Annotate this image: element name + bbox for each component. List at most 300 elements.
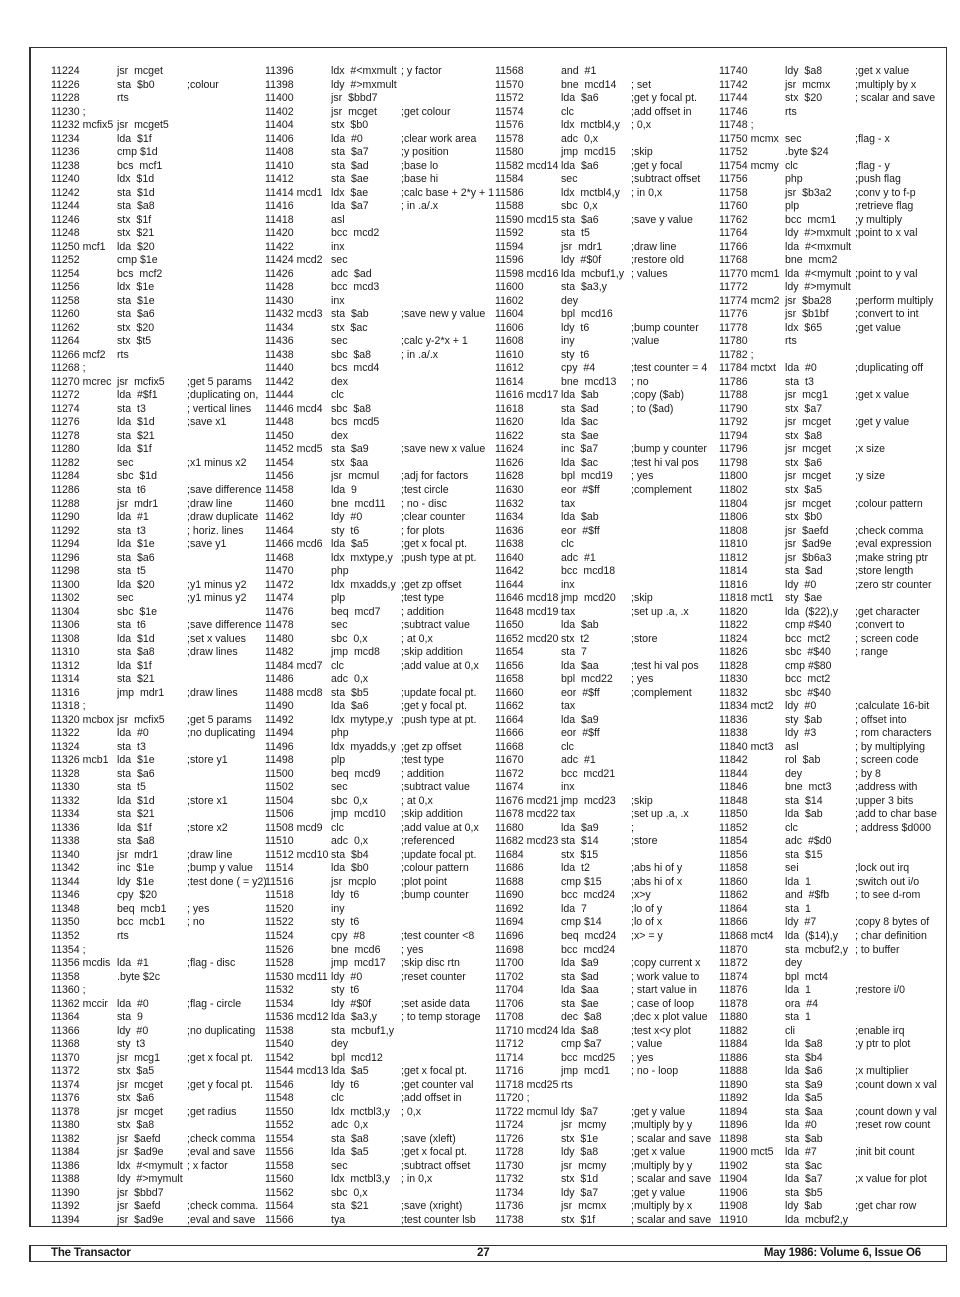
line-number-label: 11464 (265, 524, 294, 537)
instruction: lda $1d (117, 416, 155, 429)
instruction: lda $aa (561, 659, 599, 672)
line-number-label: 11682 mcd23 (495, 835, 559, 848)
line-number-label: 11472 (265, 578, 294, 591)
comment: ;point to y val (855, 267, 918, 280)
magazine-title: The Transactor (51, 1247, 131, 1259)
line-number-label: 11772 (719, 281, 748, 294)
line-number-label: 11366 (51, 1024, 80, 1037)
comment: ;test counter lsb (401, 1213, 476, 1226)
instruction: jsr mcmx (785, 78, 831, 91)
instruction: lda $a8 (561, 1024, 599, 1037)
line-number-label: 11866 (719, 916, 748, 929)
comment: ; no (631, 375, 649, 388)
line-number-label: 11726 (495, 1132, 524, 1145)
instruction: sta $a7 (331, 146, 369, 159)
line-number-label: 11868 mct4 (719, 930, 774, 942)
instruction: plp (331, 592, 346, 605)
comment: ;colour pattern (401, 862, 469, 875)
comment: ;draw duplicate (187, 511, 259, 524)
instruction: bne mcd13 (561, 375, 617, 388)
comment: ; at 0,x (401, 632, 433, 645)
instruction: lda #0 (117, 727, 149, 740)
instruction: ldy #0 (331, 970, 363, 983)
comment: ; in .a/.x (401, 200, 439, 213)
line-number-label: 11330 (51, 781, 80, 794)
line-number-label: 11656 (495, 659, 524, 672)
instruction: sta $1e (117, 294, 155, 307)
instruction: adc 0,x (331, 835, 369, 848)
line-number-label: 11628 (495, 470, 524, 483)
instruction: adc 0,x (561, 132, 599, 145)
instruction: ldy #>mymult (785, 281, 851, 294)
comment: ;store x1 (187, 794, 228, 807)
instruction: tya (331, 1213, 346, 1226)
line-number-label: 11764 (719, 227, 748, 240)
line-number-label: 11500 (265, 767, 294, 780)
line-number-label: 11650 (495, 619, 524, 632)
line-number-label: 11552 (265, 1119, 294, 1132)
comment: ;eval expression (855, 538, 932, 551)
instruction: sta 9 (117, 1011, 143, 1024)
line-number-label: 11332 (51, 794, 80, 807)
line-number-label: 11348 (51, 902, 80, 915)
line-number-label: 11456 (265, 470, 294, 483)
instruction: ldy #>mxmult (331, 78, 397, 91)
instruction: jsr mcmul (331, 470, 380, 483)
line-number-label: 11724 (495, 1119, 524, 1132)
line-number-label: 11578 (495, 132, 524, 145)
instruction: sta mcbuf2,y (785, 943, 848, 956)
instruction: ldx $65 (785, 321, 823, 334)
line-number-label: 11232 mcfix5 (51, 119, 114, 132)
instruction: sta $a6 (117, 308, 155, 321)
comment: ; in 0,x (631, 186, 663, 199)
line-number-label: 11594 (495, 240, 524, 253)
comment: ;get colour (401, 105, 451, 118)
line-number-label: 11652 mcd20 (495, 632, 559, 645)
instruction: sta t5 (117, 565, 146, 578)
line-number-label: 11378 (51, 1105, 80, 1118)
line-number-label: 11304 (51, 605, 80, 618)
comment: ;add value at 0,x (401, 821, 479, 834)
instruction: adc 0,x (331, 1119, 369, 1132)
line-number-label: 11694 (495, 916, 524, 929)
comment: ;clear work area (401, 132, 477, 145)
line-number-label: 11346 (51, 889, 80, 902)
instruction: stx $a7 (785, 402, 823, 415)
line-number-label: 11592 (495, 227, 524, 240)
line-number-label: 11600 (495, 281, 524, 294)
line-number-label: 11414 mcd1 (265, 186, 323, 199)
comment: ; x factor (187, 1159, 228, 1172)
comment: ;skip (631, 794, 653, 807)
line-number-label: 11620 (495, 416, 524, 429)
instruction: jmp mcd23 (561, 794, 616, 807)
instruction: stx $ac (331, 321, 368, 334)
instruction: bcc mcd18 (561, 565, 616, 578)
line-number-label: 11634 (495, 511, 524, 524)
line-number-label: 11436 (265, 335, 294, 348)
comment: ; by 8 (855, 767, 881, 780)
instruction: inc $a7 (561, 443, 599, 456)
line-number-label: 11860 (719, 875, 748, 888)
line-number-label: 11602 (495, 294, 524, 307)
instruction: jsr $ba28 (785, 294, 832, 307)
line-number-label: 11262 (51, 321, 80, 334)
line-number-label: 11704 (495, 984, 524, 997)
comment: ;subtract offset (401, 1159, 471, 1172)
line-number-label: 11606 (495, 321, 524, 334)
line-number-label: 11444 (265, 389, 294, 402)
instruction: .byte $2c (117, 970, 160, 983)
instruction: sty t6 (331, 916, 360, 929)
comment: ;get y focal pt. (631, 92, 697, 105)
line-number-label: 11758 (719, 186, 748, 199)
comment: ;get x focal pt. (187, 1051, 253, 1064)
comment: ;calc y-2*x + 1 (401, 335, 468, 348)
line-number-label: 11286 (51, 483, 80, 496)
instruction: sta t5 (561, 227, 590, 240)
instruction: sta $a8 (117, 200, 155, 213)
line-number-label: 11698 (495, 943, 524, 956)
comment: ;test hi val pos (631, 659, 699, 672)
line-number-label: 11524 (265, 930, 294, 942)
line-number-label: 11878 (719, 997, 748, 1010)
line-number-label: 11374 (51, 1078, 80, 1091)
line-number-label: 11572 (495, 92, 524, 105)
comment: ; offset into (855, 713, 907, 726)
comment: ; to ($ad) (631, 402, 674, 415)
comment: ;subtract value (401, 619, 470, 632)
comment: ;bump counter (401, 889, 469, 902)
instruction: and #$fb (785, 889, 830, 902)
line-number-label: 11264 (51, 335, 80, 348)
line-number-label: 11238 (51, 159, 80, 172)
instruction: eor #$ff (561, 483, 600, 496)
comment: ; no - loop (631, 1065, 679, 1078)
line-number-label: 11684 (495, 848, 524, 861)
comment: ;bump y counter (631, 443, 707, 456)
instruction: jmp mcd20 (561, 592, 616, 605)
instruction: bcs mcd4 (331, 362, 380, 375)
instruction: and #1 (561, 65, 597, 77)
instruction: bcc mcd25 (561, 1051, 616, 1064)
comment: ;skip (631, 146, 653, 159)
line-number-label: 11536 mcd12 (265, 1011, 329, 1024)
instruction: jsr mcmx (561, 1200, 607, 1213)
instruction: bne mcd14 (561, 78, 617, 91)
line-number-label: 11280 (51, 443, 80, 456)
comment: ;no duplicating (187, 1024, 256, 1037)
instruction: cpy #8 (331, 930, 366, 942)
comment: ; start value in (631, 984, 697, 997)
line-number-label: 11292 (51, 524, 80, 537)
instruction: jsr mcfix5 (117, 713, 165, 726)
line-number-label: 11424 mcd2 (265, 254, 323, 267)
comment: ; no - disc (401, 497, 447, 510)
comment: ; at 0,x (401, 794, 433, 807)
comment: ;store (631, 632, 658, 645)
comment: ;draw line (631, 240, 677, 253)
instruction: sta $b4 (785, 1051, 823, 1064)
comment: ;test type (401, 754, 444, 767)
line-number-label: 11622 (495, 429, 524, 442)
comment: ;store x2 (187, 821, 228, 834)
instruction: bpl mct4 (785, 970, 828, 983)
line-number-label: 11750 mcmx (719, 132, 779, 145)
instruction: sec (785, 132, 802, 145)
line-number-label: 11380 (51, 1119, 80, 1132)
line-number-label: 11812 (719, 551, 748, 564)
comment: ;make string ptr (855, 551, 929, 564)
line-number-label: 11534 (265, 997, 294, 1010)
line-number-label: 11542 (265, 1051, 294, 1064)
instruction: ldx $1e (117, 281, 155, 294)
line-number-label: 11762 (719, 213, 748, 226)
instruction: sta 1 (785, 1011, 811, 1024)
line-number-label: 11642 (495, 565, 524, 578)
line-number-label: 11272 (51, 389, 80, 402)
line-number-label: 11548 (265, 1092, 294, 1105)
instruction: sta $21 (117, 673, 155, 686)
line-number-label: 11838 (719, 727, 748, 740)
comment: ; scalar and save (631, 1173, 712, 1186)
comment: ;save new y value (401, 308, 486, 321)
instruction: rts (117, 348, 129, 361)
line-number-label: 11228 (51, 92, 80, 105)
instruction: stx $1f (117, 213, 152, 226)
line-number-label: 11666 (495, 727, 524, 740)
comment: ;init bit count (855, 1146, 915, 1159)
comment: ; address $d000 (855, 821, 931, 834)
comment: ;count down y val (855, 1105, 937, 1118)
line-number-label: 11574 (495, 105, 524, 118)
instruction: jsr mcg1 (785, 389, 828, 402)
line-number-label: 11438 (265, 348, 294, 361)
line-number-label: 11484 mcd7 (265, 659, 323, 672)
line-number-label: 11858 (719, 862, 748, 875)
instruction: plp (785, 200, 800, 213)
comment: ;get value (855, 321, 901, 334)
line-number-label: 11530 mcd11 (265, 970, 328, 983)
comment: ;colour pattern (855, 497, 923, 510)
instruction: lda $a5 (785, 1092, 823, 1105)
comment: ;test counter <8 (401, 930, 475, 942)
line-number-label: 11422 (265, 240, 294, 253)
instruction: sta $b5 (331, 686, 369, 699)
line-number-label: 11360 ; (51, 984, 86, 997)
instruction: lda $a6 (331, 700, 369, 713)
instruction: sta $1d (117, 186, 155, 199)
line-number-label: 11706 (495, 997, 524, 1010)
instruction: ldy t6 (331, 889, 360, 902)
line-number-label: 11432 mcd3 (265, 308, 323, 321)
comment: ; in .a/.x (401, 348, 439, 361)
comment: ;x size (855, 443, 886, 456)
line-number-label: 11828 (719, 659, 748, 672)
instruction: cpy $20 (117, 889, 158, 902)
instruction: clc (331, 389, 344, 402)
comment: ;update focal pt. (401, 686, 477, 699)
line-number-label: 11890 (719, 1078, 748, 1091)
instruction: sbc 0,x (331, 1186, 368, 1199)
line-number-label: 11434 (265, 321, 294, 334)
line-number-label: 11234 (51, 132, 80, 145)
instruction: dec $a8 (561, 1011, 602, 1024)
instruction: sta $21 (331, 1200, 369, 1213)
comment: ;y ptr to plot (855, 1038, 911, 1051)
line-number-label: 11278 (51, 429, 80, 442)
instruction: sta $aa (785, 1105, 823, 1118)
line-number-label: 11268 ; (51, 362, 86, 375)
comment: ; range (855, 646, 888, 659)
comment: ;save y1 (187, 538, 227, 551)
instruction: jsr mcg1 (117, 1051, 160, 1064)
line-number-label: 11482 (265, 646, 294, 659)
instruction: lda #0 (785, 362, 817, 375)
line-number-label: 11426 (265, 267, 294, 280)
comment: ;save difference (187, 619, 262, 632)
line-number-label: 11416 (265, 200, 294, 213)
instruction: inx (331, 294, 345, 307)
instruction: sta $a9 (785, 1078, 823, 1091)
instruction: sbc 0,x (331, 794, 368, 807)
instruction: adc #1 (561, 754, 596, 767)
instruction: stx $1d (561, 1173, 599, 1186)
line-number-label: 11364 (51, 1011, 80, 1024)
comment: ; addition (401, 767, 444, 780)
instruction: sta $15 (785, 848, 823, 861)
line-number-label: 11742 (719, 78, 748, 91)
line-number-label: 11388 (51, 1173, 80, 1186)
instruction: bcc mcd3 (331, 281, 380, 294)
line-number-label: 11900 mct5 (719, 1146, 774, 1159)
instruction: asl (785, 740, 799, 753)
instruction: stx $a6 (117, 1092, 155, 1105)
instruction: stx $a5 (117, 1065, 155, 1078)
instruction: jmp mcd17 (331, 957, 386, 970)
instruction: sty t6 (561, 348, 590, 361)
line-number-label: 11876 (719, 984, 748, 997)
instruction: stx $a8 (117, 1119, 155, 1132)
instruction: lda #0 (331, 132, 363, 145)
comment: ;complement (631, 483, 692, 496)
instruction: jsr $aefd (117, 1132, 161, 1145)
comment: ;convert to int (855, 308, 919, 321)
instruction: jsr $ad9e (785, 538, 832, 551)
instruction: sbc 0,x (331, 632, 368, 645)
comment: ;plot point (401, 875, 447, 888)
line-number-label: 11452 mcd5 (265, 443, 323, 456)
instruction: bcs mcf2 (117, 267, 163, 280)
instruction: jsr $ad9e (117, 1146, 164, 1159)
line-number-label: 11284 (51, 470, 80, 483)
instruction: jsr $aefd (117, 1200, 161, 1213)
instruction: bcc mcb1 (117, 916, 166, 929)
comment: ;upper 3 bits (855, 794, 914, 807)
comment: ;test hi val pos (631, 456, 699, 469)
instruction: lda 1 (785, 875, 811, 888)
instruction: lda ($22),y (785, 605, 838, 618)
line-number-label: 11754 mcmy (719, 159, 779, 172)
instruction: ldx myadds,y (331, 740, 396, 753)
line-number-label: 11344 (51, 875, 80, 888)
line-number-label: 11470 (265, 565, 294, 578)
line-number-label: 11458 (265, 483, 294, 496)
instruction: lda $1e (117, 754, 155, 767)
comment: ; 0,x (401, 1105, 422, 1118)
line-number-label: 11370 (51, 1051, 80, 1064)
instruction: bne mcd6 (331, 943, 381, 956)
instruction: clc (331, 821, 344, 834)
comment: ;skip (631, 592, 653, 605)
comment: ;multiply by y (631, 1159, 693, 1172)
instruction: jsr mcget (331, 105, 377, 118)
instruction: lda #0 (785, 1119, 817, 1132)
line-number-label: 11566 (265, 1213, 294, 1226)
line-number-label: 11712 (495, 1038, 524, 1051)
line-number-label: 11596 (495, 254, 524, 267)
line-number-label: 11798 (719, 456, 748, 469)
comment: ;add offset in (401, 1092, 462, 1105)
line-number-label: 11672 (495, 767, 524, 780)
comment: ;restore old (631, 254, 684, 267)
instruction: bne mcd11 (331, 497, 386, 510)
instruction: sec (561, 173, 578, 186)
comment: ; to see d-rom (855, 889, 921, 902)
comment: ;colour (187, 78, 219, 91)
line-number-label: 11738 (495, 1213, 524, 1226)
comment: ;abs hi of y (631, 862, 683, 875)
line-number-label: 11398 (265, 78, 294, 91)
comment: ;reset row count (855, 1119, 931, 1132)
instruction: cmp #$40 (785, 619, 832, 632)
comment: ;subtract value (401, 781, 470, 794)
instruction: bpl mcd19 (561, 470, 613, 483)
instruction: lda $20 (117, 240, 155, 253)
line-number-label: 11302 (51, 592, 80, 605)
instruction: sta $a8 (331, 1132, 369, 1145)
instruction: jsr mcmy (561, 1159, 607, 1172)
instruction: sei (785, 862, 799, 875)
instruction: jsr mcget (785, 443, 831, 456)
line-number-label: 11610 (495, 348, 524, 361)
line-number-label: 11396 (265, 65, 294, 77)
comment: ;add to char base (855, 808, 937, 821)
instruction: sta t6 (117, 619, 146, 632)
line-number-label: 11454 (265, 456, 294, 469)
line-number-label: 11782 ; (719, 348, 754, 361)
instruction: eor #$ff (561, 727, 600, 740)
line-number-label: 11430 (265, 294, 294, 307)
comment: ;y1 minus y2 (187, 592, 247, 605)
line-number-label: 11882 (719, 1024, 748, 1037)
instruction: jsr mdr1 (117, 497, 159, 510)
line-number-label: 11384 (51, 1146, 80, 1159)
instruction: ldy $ab (785, 1200, 823, 1213)
instruction: ldx mctbl4,y (561, 186, 620, 199)
instruction: cmp $15 (561, 875, 602, 888)
instruction: clc (561, 740, 574, 753)
line-number-label: 11516 (265, 875, 294, 888)
instruction: jsr mcget (785, 470, 831, 483)
instruction: stx $a6 (785, 456, 823, 469)
line-number-label: 11492 (265, 713, 294, 726)
instruction: beq mcd7 (331, 605, 381, 618)
instruction: bpl mcd22 (561, 673, 613, 686)
line-number-label: 11420 (265, 227, 294, 240)
instruction: cli (785, 1024, 796, 1037)
